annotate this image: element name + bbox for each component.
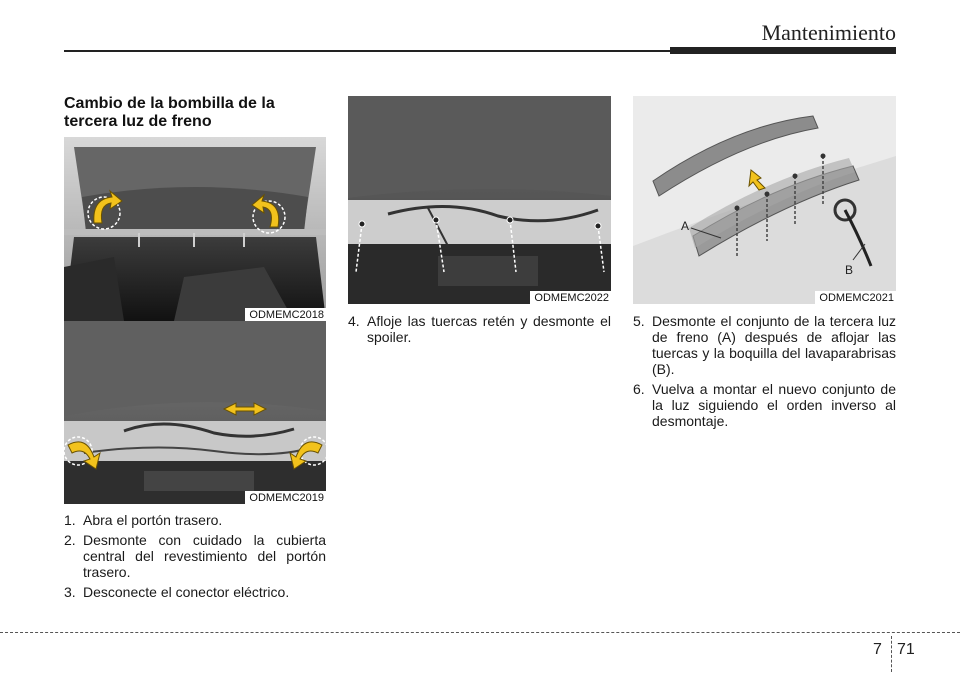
page-heading: Cambio de la bombilla de la tercera luz de freno	[64, 95, 275, 130]
photo-spoiler-nuts	[348, 96, 611, 304]
steps-list-col1	[64, 512, 326, 604]
callout-b-label: B	[845, 263, 854, 277]
figure-code: ODMEMC2022	[530, 291, 611, 304]
list-item	[64, 532, 326, 580]
page-number-separator	[891, 636, 892, 672]
list-item	[64, 512, 326, 528]
step-text: Vuelva a montar el nuevo conjunto de la luz siguiendo el orden inverso al desmontaje.	[652, 381, 896, 429]
header-rule-thin	[64, 50, 670, 52]
steps-list-col2	[348, 313, 611, 349]
step-number: 1.	[64, 512, 76, 528]
step-text: Desmonte el conjunto de la tercera luz de freno (A) después de aflojar las tuercas y la boquilla del lavaparabrisas (B).	[652, 313, 896, 377]
page-number: 71	[897, 641, 915, 658]
photo-open-tailgate	[64, 137, 326, 321]
chapter-number: 7	[873, 641, 882, 658]
steps-list-col3	[633, 313, 896, 433]
figure-code: ODMEMC2019	[245, 491, 326, 504]
photo-trim-cover	[64, 321, 326, 504]
step-text: Abra el portón trasero.	[83, 512, 223, 528]
footer-rule	[0, 632, 960, 633]
step-number: 2.	[64, 532, 76, 548]
section-title: Mantenimiento	[761, 20, 896, 45]
list-item	[64, 584, 326, 600]
callout-a-label: A	[681, 219, 690, 233]
figure-code: ODMEMC2021	[815, 291, 896, 304]
figure-code: ODMEMC2018	[245, 308, 326, 321]
photo-brake-light-assembly	[633, 96, 896, 304]
step-text: Desmonte con cuidado la cubierta central del revestimiento del portón trasero.	[83, 532, 326, 580]
list-item	[348, 313, 611, 345]
step-text: Afloje las tuercas retén y desmonte el spoiler.	[367, 313, 611, 345]
step-number: 4.	[348, 313, 360, 329]
header-rule-thick	[670, 47, 896, 54]
list-item	[633, 381, 896, 429]
step-number: 6.	[633, 381, 645, 397]
step-number: 3.	[64, 584, 76, 600]
step-text: Desconecte el conector eléctrico.	[83, 584, 290, 600]
step-number: 5.	[633, 313, 645, 329]
list-item	[633, 313, 896, 377]
